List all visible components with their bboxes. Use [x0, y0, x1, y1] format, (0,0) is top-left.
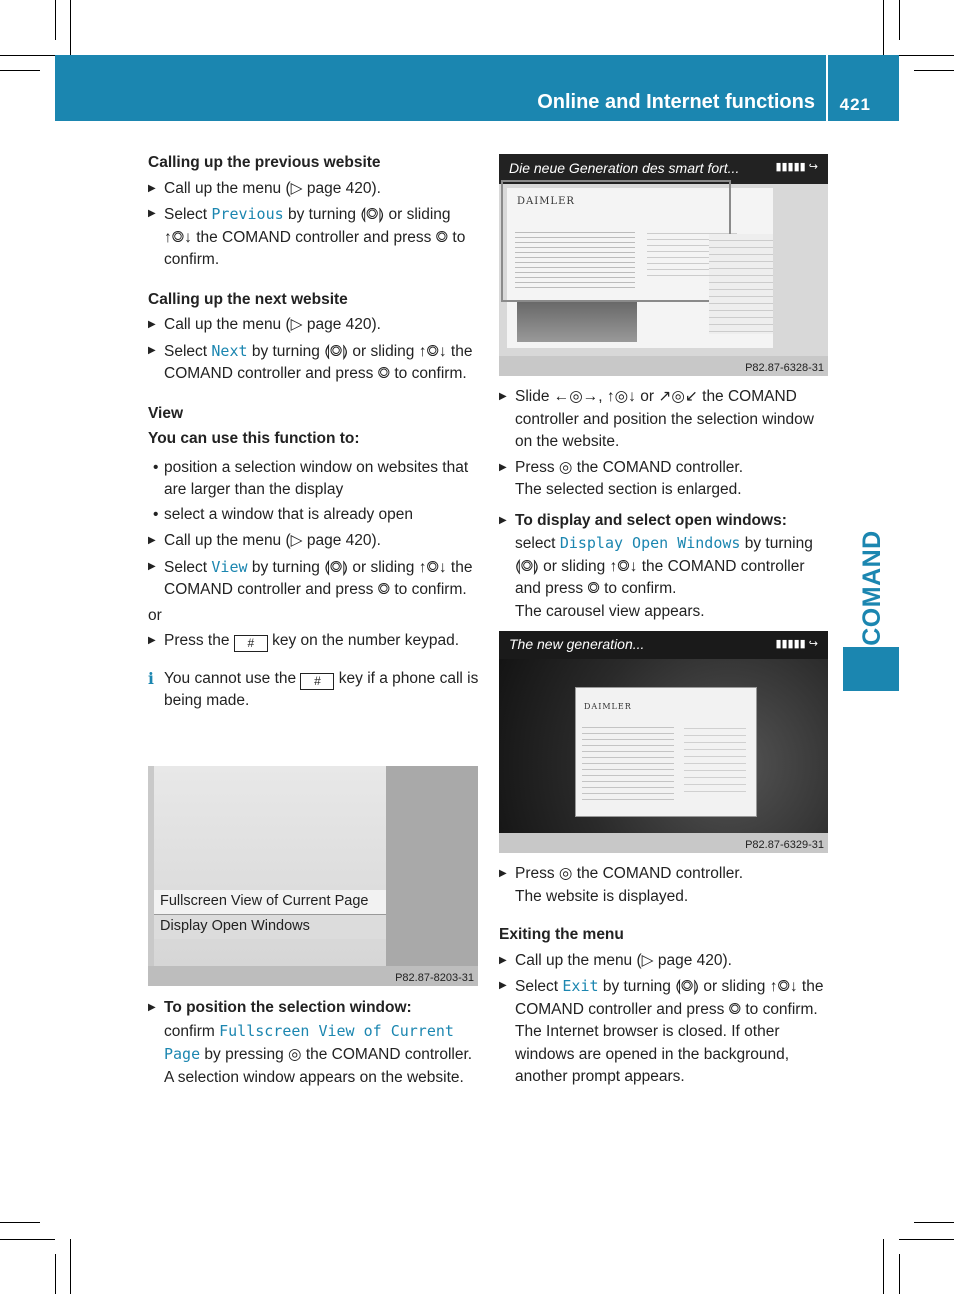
left-column-lower [148, 997, 480, 1089]
step [499, 863, 829, 908]
website-screenshot-figure [499, 154, 828, 376]
step-result: A selection window appears on the website. [164, 1068, 464, 1086]
crop-mark [70, 0, 71, 55]
figure-caption: P82.87-6329-31 [745, 839, 824, 851]
left-column [148, 152, 480, 713]
or-text: or [148, 606, 162, 624]
step-text: key on the number keypad. [267, 632, 460, 649]
step [148, 203, 480, 272]
browser-title: The new generation... [509, 636, 645, 652]
menu-item-exit: Exit [562, 977, 599, 995]
figure-caption: P82.87-8203-31 [395, 972, 474, 984]
step-text: Select [515, 978, 563, 995]
step [148, 314, 480, 337]
menu-item-label: Fullscreen View of Current Page [160, 893, 369, 909]
hash-key: # [300, 673, 334, 690]
step [148, 178, 480, 201]
info-note [148, 668, 480, 713]
crop-mark [70, 1239, 71, 1294]
menu-side-panel [386, 766, 478, 966]
browser-title: Die neue Generation des smart fort... [509, 160, 740, 176]
note-text: You cannot use the [164, 669, 301, 687]
hash-key: # [234, 635, 268, 652]
step-text: Press ◎ the COMAND controller. [515, 865, 744, 882]
step [499, 975, 829, 1089]
step-result: The website is displayed. [515, 887, 689, 905]
section-heading: Calling up the previous website [148, 154, 381, 171]
browser-title-bar [499, 631, 828, 659]
step-text: by turning ⟬◎⟭ or sliding ↑◎↓ the COMAND controller and press ◎ to confirm. [164, 342, 473, 382]
website-logo: DAIMLER [584, 702, 632, 711]
step [148, 340, 480, 386]
crop-mark [0, 55, 55, 56]
website-logo: DAIMLER [517, 196, 575, 207]
web-text-block [582, 722, 674, 802]
step-text: Call up the menu (▷ page 420). [164, 532, 381, 549]
step [148, 530, 480, 553]
crop-mark [899, 55, 954, 56]
menu-item-fullscreen [154, 890, 386, 915]
step-result: The carousel view appears. [515, 602, 705, 620]
menu-item-display-open-windows [154, 915, 386, 939]
section-heading: View [148, 404, 184, 422]
step [499, 510, 829, 624]
crop-mark [883, 1239, 884, 1294]
step-heading: To display and select open windows: [515, 511, 787, 529]
step-text: Select [164, 342, 212, 360]
step-result: The selected section is enlarged. [515, 481, 742, 498]
page-title: Online and Internet functions [537, 91, 815, 113]
section-subheading: You can use this function to: [148, 430, 360, 447]
crop-mark [0, 1222, 40, 1223]
crop-mark [55, 0, 56, 40]
step [499, 950, 829, 973]
menu-item-next: Next [211, 341, 248, 360]
info-icon: i [148, 668, 154, 688]
selection-window [501, 180, 731, 302]
signal-icon: ▮▮▮▮▮ ↪ [775, 638, 818, 650]
step-text: Press ◎ the COMAND controller. [515, 458, 744, 476]
step-text: Select [164, 206, 212, 223]
menu-item-previous: Previous [211, 205, 284, 223]
step [148, 630, 480, 653]
bullet-item: • select a window that is already open [148, 504, 480, 527]
step [499, 386, 829, 454]
crop-mark [0, 70, 40, 71]
side-section-label: COMAND [858, 530, 886, 646]
signal-icon: ▮▮▮▮▮ ↪ [775, 161, 818, 173]
web-text-block [684, 722, 746, 792]
step-text: by turning ⟬◎⟭ or sliding ↑◎↓ the COMAND controller and press ◎ to confirm. [515, 535, 813, 597]
side-tab-marker [843, 647, 899, 691]
menu-item-fullscreen-view: Fullscreen View of Current Page [164, 1021, 454, 1063]
step-result: The Internet browser is closed. If other windows are opened in the background, another prompt appears. [515, 1023, 790, 1085]
step-text: Press the [164, 632, 234, 649]
header-divider [826, 55, 828, 121]
step-heading: To position the selection window: [164, 999, 412, 1016]
menu-screenshot-figure [148, 766, 478, 986]
step [148, 997, 480, 1089]
crop-mark [883, 0, 884, 55]
crop-mark [914, 1222, 954, 1223]
step-text: by turning ⟬◎⟭ or sliding ↑◎↓ the COMAND controller and press ◎ to confirm. [164, 206, 466, 268]
crop-mark [0, 1239, 55, 1240]
step-text: by pressing ◎ the COMAND controller. [200, 1046, 473, 1063]
section-heading: Calling up the next website [148, 290, 348, 308]
page-header [55, 55, 899, 121]
step [148, 556, 480, 602]
step-text: by turning ⟬◎⟭ or sliding ↑◎↓ the COMAND controller and press ◎ to confirm. [515, 978, 824, 1018]
step-text: select [515, 535, 560, 552]
crop-mark [914, 70, 954, 71]
step-text: Call up the menu (▷ page 420). [164, 179, 381, 197]
menu-item-display-open-windows: Display Open Windows [559, 534, 741, 552]
carousel-screenshot-figure [499, 631, 828, 853]
crop-mark [899, 0, 900, 40]
right-column-lower [499, 863, 829, 1089]
web-sidebar [709, 234, 773, 334]
car-image [517, 300, 637, 342]
menu-item-label: Display Open Windows [160, 918, 310, 934]
right-column-upper [499, 386, 829, 623]
step-text: Slide ←◎→, ↑◎↓ or ↗◎↙ the COMAND controller and position the selection window on the website. [515, 388, 814, 450]
section-heading: Exiting the menu [499, 926, 624, 943]
crop-mark [899, 1254, 900, 1294]
crop-mark [899, 1239, 954, 1240]
figure-caption: P82.87-6328-31 [745, 362, 824, 374]
carousel-window [575, 687, 757, 817]
bullet-item: • position a selection window on websites that are larger than the display [148, 457, 480, 502]
crop-mark [55, 1254, 56, 1294]
step-text: by turning ⟬◎⟭ or sliding ↑◎↓ the COMAND controller and press ◎ to confirm. [164, 558, 473, 598]
step [499, 457, 829, 502]
step-text: Call up the menu (▷ page 420). [164, 316, 381, 333]
step-text: confirm [164, 1022, 220, 1040]
menu-item-view: View [211, 557, 248, 576]
step-text: Select [164, 558, 212, 576]
note-text: key if a phone call is being made. [164, 669, 479, 709]
step-text: Call up the menu (▷ page 420). [515, 951, 732, 969]
page-number: 421 [839, 95, 871, 114]
